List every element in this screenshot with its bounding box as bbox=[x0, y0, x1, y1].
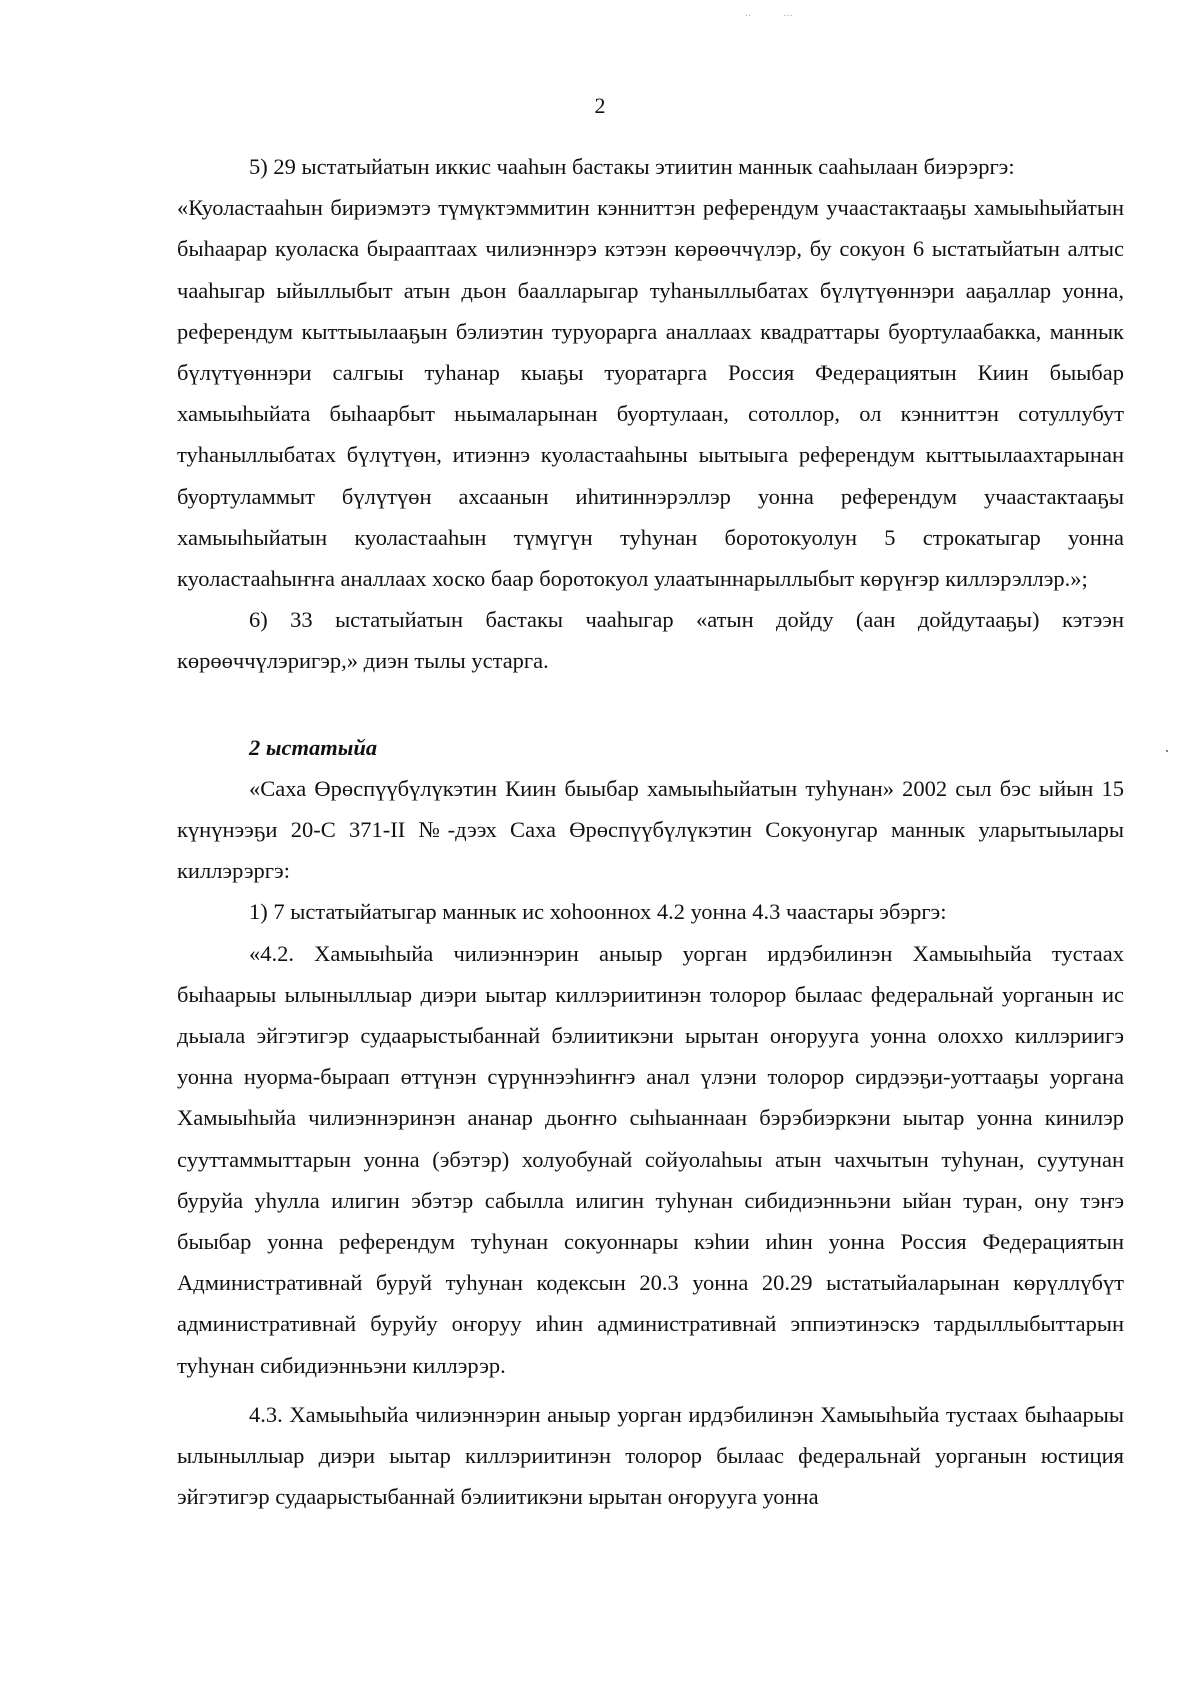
article2-part-4-3: 4.3. Хамыыһыйа чилиэннэрин аныыр уорган ирдэбилинэн Хамыыһыйа тустаах быһаарыы ылыныллыар диэри ыытар киллэриитинэн толорор былаас федеральнай уорганын юстиция эйгэтигэр судаарыстыбаннай бэлиитикэни ырытан оҥорууга уонна bbox=[177, 1401, 1124, 1510]
article1-item5-quote: «Куоластааһын бириэмэтэ түмүктэммитин кэнниттэн референдум учаастактааҕы хамыыһыйатын быһаарар куоласка бырааптаах чилиэннэрэ кэтээн көрөөччүлэр, бу сокуон 6 ыстатыйатын алтыс чааһыгар ыйыллыбыт атын дьон баалларыгар туһаныллыбатах бүлүтүөннэри ааҕаллар уонна, референдум кыттыылааҕын бэлиэтин туруорарга аналлаах квадраттары буортулаабакка, маннык бүлүтүөннэри салгыы туһанар кыаҕы туоратарга Россия Федерациятын Киин быыбар хамыыһыйата быһаарбыт ньымаларынан буортулаан, сотоллор, ол кэнниттэн сотуллубут туһаныллыбатах бүлүтүөн, итиэннэ куоластааһыны ыытыыга референдум кыттыылаахтарынан буортуламмыт бүлүтүөн ахсаанын иһитиннэрэллэр уонна референдум учаастактааҕы хамыыһыйатын куоластааһын түмүгүн туһунан боротокуолун 5 строкатыгар уонна куоластааһыҥҥа аналлаах хоско баар боротокуол улаатыннарыллыбыт көрүҥэр киллэрэллэр.»; bbox=[177, 195, 1124, 592]
article1-item5-intro: 5) 29 ыстатыйатын иккис чааһын бастакы этиитин маннык сааһылаан биэрэргэ: bbox=[249, 154, 1015, 179]
article1-item6: 6) 33 ыстатыйатын бастакы чааһыгар «атын дойду (аан дойдутааҕы) кэтээн көрөөччүлэригэр,» диэн тылы устарга. bbox=[177, 607, 1124, 674]
article2-intro: «Саха Өрөспүүбүлүкэтин Киин быыбар хамыыһыйатын туһунан» 2002 сыл бэс ыйын 15 күнүнээҕи 20-С 371-II №-дээх Саха Өрөспүүбүлүкэтин Сокуонугар маннык уларытыылары киллэрэргэ: bbox=[177, 775, 1124, 884]
scan-dot bbox=[1166, 750, 1168, 752]
article2-heading: 2 ыстатыйа bbox=[249, 734, 378, 760]
page-number: 2 bbox=[594, 93, 606, 118]
article2-item1-intro: 1) 7 ыстатыйатыгар маннык ис хоһооннох 4.2 уонна 4.3 чаастары эбэргэ: bbox=[249, 899, 947, 925]
scan-artifact: .. ... bbox=[745, 8, 793, 19]
article2-part-4-2: «4.2. Хамыыһыйа чилиэннэрин аныыр уорган ирдэбилинэн Хамыыһыйа тустаах быһаарыы ылыныллыар диэри ыытар киллэриитинэн толорор былаас федеральнай уорганын ис дьыала эйгэтигэр судаарыстыбаннай бэлиитикэни ырытан оҥорууга уонна олоххо киллэриигэ уонна нуорма-быраап өттүнэн сүрүннээһиҥҥэ анал үлэни толорор сирдээҕи-уоттааҕы уоргана Хамыыһыйа чилиэннэринэн ананар дьоҥҥо сыһыаннаан бэрэбиэркэни ыытар уонна кинилэр сууттаммыттарын уонна (эбэтэр) холуобунай сойуолаһыы атын чахчытын туһунан, суутунан буруйа уһулла илигин эбэтэр сабылла илигин туһунан сибидиэнньэни ыйан туран, ону тэҥэ быыбар уонна референдум туһунан сокуоннары кэһии иһин уонна Россия Федерациятын Административнай буруй туһунан кодексын 20.3 уонна 20.29 ыстатыйаларынан көрүллүбүт административнай буруйу оҥоруу иһин административнай эппиэтинэскэ тардыллыбыттарын туһунан сибидиэнньэни киллэрэр. bbox=[177, 940, 1124, 1378]
document-body bbox=[177, 146, 1124, 1518]
